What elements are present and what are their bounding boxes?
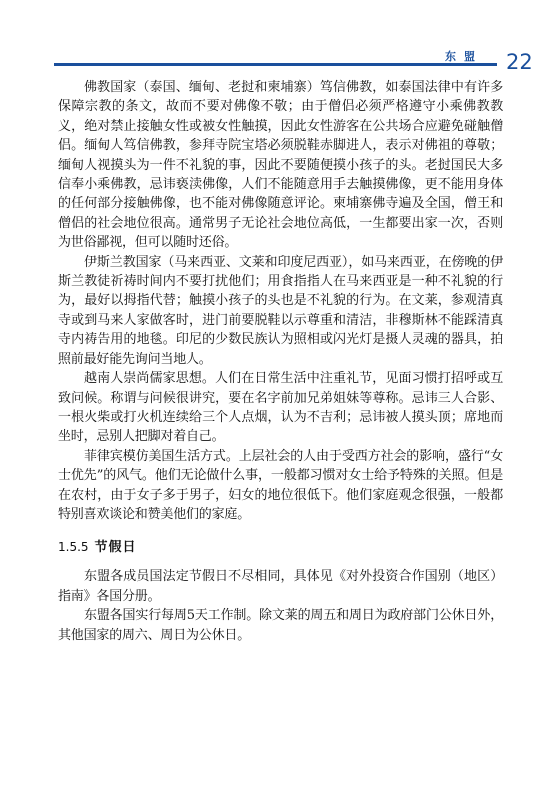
paragraph-islamic-countries: 伊斯兰教国家（马来西亚、文莱和印度尼西亚），如马来西亚，在傍晚的伊斯兰教徒祈祷时间内不要打扰他们；用食指指人在马来西亚是一种不礼貌的行为，最好以拇指代替；触摸小孩子的头也是不礼貌的行为。在文莱，参观清真寺或到马来人家做客时，进门前要脱鞋以示尊重和清洁，非穆斯林不能踩清真寺内祷告用的地毯。印尼的少数民族认为照相或闪光灯是摄人灵魂的器具，拍照前最好能先询问当地人。 <box>58 254 503 367</box>
running-header-section: 东盟 <box>445 50 483 63</box>
paragraph-buddhist-countries: 佛教国家（泰国、缅甸、老挝和柬埔寨）笃信佛教，如泰国法律中有许多保障宗教的条文，故而不要对佛像不敬；由于僧侣必须严格遵守小乘佛教教义，绝对禁止接触女性或被女性触摸，因此女性游客在公共场合应避免碰触僧侣。缅甸人笃信佛教，参拜寺院宝塔必须脱鞋赤脚进人，表示对佛祖的尊敬；缅甸人视摸头为一件不礼貌的事，因此不要随便摸小孩子的头。老挝国民大多信奉小乘佛教，忌讳亵渎佛像，人们不能随意用手去触摸佛像，更不能用身体的任何部分接触佛像，也不能对佛像随意评论。柬埔寨佛寺遍及全国，僧王和僧侣的社会地位很高。通常男子无论社会地位高低，一生都要出家一次，否则为世俗鄙视，但可以随时还俗。 <box>58 80 503 251</box>
section-title: 节假日 <box>94 540 137 556</box>
header-rule <box>54 63 497 66</box>
page-number: 22 <box>506 50 533 74</box>
section-heading <box>58 538 503 557</box>
page-content <box>58 78 503 645</box>
paragraph-philippines: 菲律宾模仿美国生活方式。上层社会的人由于受西方社会的影响，盛行“女士优先”的风气。他们无论做什么事，一般都习惯对女士给予特殊的关照。但是在农村，由于女子多于男子，妇女的地位很低下。他们家庭观念很强，一般都特别喜欢谈论和赞美他们的家庭。 <box>58 448 503 522</box>
paragraph-holidays: 东盟各成员国法定节假日不尽相同，具体见《对外投资合作国别（地区）指南》各国分册。 <box>58 569 503 604</box>
paragraph-vietnam: 越南人崇尚儒家思想。人们在日常生活中注重礼节，见面习惯打招呼或互致问候。称谓与问候很讲究，要在名字前加兄弟姐妹等尊称。忌讳三人合影、一根火柴或打火机连续给三个人点烟，认为不吉利；忌讳被人摸头顶；席地而坐时，忌别人把脚对着自己。 <box>58 371 503 445</box>
section-number: 1.5.5 <box>58 540 89 555</box>
paragraph-work-week: 东盟各国实行每周5天工作制。除文莱的周五和周日为政府部门公休日外，其他国家的周六、周日为公休日。 <box>58 608 503 643</box>
